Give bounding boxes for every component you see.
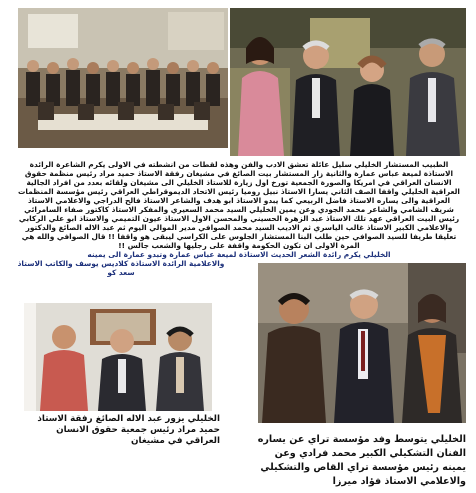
poet-honoring-photo <box>230 8 466 156</box>
banquet-group-photo <box>18 8 228 148</box>
office-visit-photo <box>24 303 212 411</box>
delegation-photo <box>258 263 466 423</box>
article-highlight-line-continued: والاعلامية الرائدة الاستاذة كلاديس يوسف والكاتب الاستاذ سعد كو <box>17 259 225 277</box>
delegation-photo-caption: الخليلي يتوسط وفد مؤسسة تراي عن يساره الفنان التشكيلي الكبير محمد فرادي وعن يمينه رئيس مؤسسة تراي القاص والتشكيلي والاعلامي الاستاذ فؤاد ميرزا <box>257 434 466 487</box>
article-paragraph: الطبيب المستشار الخليلي سليل عائلة تعشق الادب والفن وهذه لقطات من انشطته في الاولى يكرم الشاعرة الرائدة الاستاذة لميعة عباس عمارة والثانية زار المستشار بيت الصائغ في مشيغان رفقة الاستاذ حميد مراد رئيس منظمة حقوق الانسان العراقي في امريكا والصورة الجمعية تورخ اول زيارة للاستاذ الخليلي الى مشيغان ولقائه بعدد من افراد الجالية العراقية الخليلي واقفا الصف الثاني يسارا الاستاذ نبيل روميا رئيس الاتحاد الديموقراطي العراقي رئيس مؤسسة المنظمات العراقية والى يساره الاستاذ فاضل الربيعي كما يبدو الاستاذ ابو هدف والشاعر الاستاذ فالح الدراجي والاعلامي الاستاذ شريف الشامي والشاعر محمد الجودي وعن يمين الخليلي السيد محمد السعيري والمفكر الاستاذ كاكتور صفاء السامرائي رئيس البيت العراقي عهد تلك الاستاذ عبد الزهرة الحسيني والمحسن الاول الاستاذ عيون التميمي والاستاذ ابو علي الركابي والاعلامي الكبير الاستاذ غالب الياسري ثم الاديب السيد محمد الصوافي مدير الموالي اليوم ثم عبد الاله الصائغ والدكتور تعليقا طريفا للسيد الصوافي حين طلب البنا المستشار الجلوس على الكراسي ليبقى هو واقفا !! قال الصوافي والله هي المرة الاولى ان تكون الحكومة واقفة على رجليها والشعب جالس !! <box>18 160 460 250</box>
office-photo-caption: الخليلي يزور عبد الاله الصائغ رفقة الاستاذ حميد مراد رئيس جمعية حقوق الانسان العراقي في مشيغان <box>37 414 220 446</box>
article-highlight-line: الخليلي يكرم رائدة الشعر الحديث الاستاذة لميعة عباس عمارة وتبدو عمارة الى يمينه <box>87 250 391 259</box>
